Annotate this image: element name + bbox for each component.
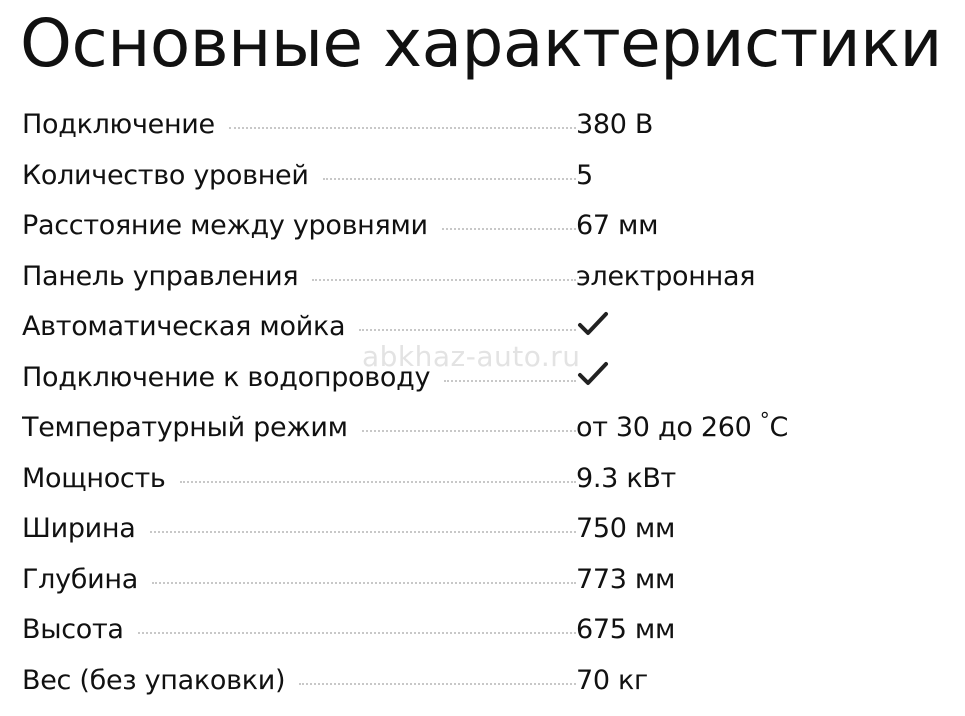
- temperature-range: от 30 до 260: [576, 412, 760, 443]
- spec-row-width: [22, 504, 952, 555]
- spec-row-power: [22, 454, 952, 505]
- dotted-leader: [359, 328, 576, 331]
- spec-row-temperature: [22, 403, 952, 454]
- checkmark-icon: [576, 353, 610, 403]
- spec-label: Высота: [22, 614, 124, 645]
- spec-label: Расстояние между уровнями: [22, 210, 428, 241]
- spec-row-weight: [22, 656, 952, 707]
- spec-value: 5: [576, 159, 593, 191]
- spec-label: Ширина: [22, 513, 136, 544]
- spec-label: Количество уровней: [22, 159, 309, 191]
- spec-value: 70 кг: [576, 664, 648, 696]
- spec-label: Глубина: [22, 563, 138, 595]
- spec-row-levels: [22, 151, 952, 202]
- dotted-leader: [229, 126, 576, 129]
- spec-value: 750 мм: [576, 513, 676, 544]
- temperature-unit: С: [769, 412, 789, 443]
- specs-list: [22, 100, 952, 706]
- spec-label: Вес (без упаковки): [22, 664, 286, 696]
- dotted-leader: [444, 379, 576, 382]
- spec-row-depth: [22, 555, 952, 606]
- spec-value: 675 мм: [576, 614, 676, 645]
- spec-label: Мощность: [22, 462, 166, 494]
- spec-value: 67 мм: [576, 210, 659, 241]
- spec-row-control-panel: [22, 252, 952, 303]
- watermark-text: abkhaz-auto.ru: [362, 340, 581, 373]
- spec-row-level-distance: [22, 201, 952, 252]
- spec-label: Температурный режим: [22, 412, 348, 443]
- spec-value: 9.3 кВт: [576, 462, 676, 494]
- spec-row-height: [22, 605, 952, 656]
- spec-label: Автоматическая мойка: [22, 311, 346, 342]
- dotted-leader: [152, 581, 576, 584]
- spec-row-auto-wash: [22, 302, 952, 353]
- dotted-leader: [312, 278, 576, 281]
- spec-value: электронная: [576, 260, 756, 292]
- spec-label: Панель управления: [22, 260, 299, 292]
- spec-label: Подключение к водопроводу: [22, 361, 431, 393]
- spec-row-connection: [22, 100, 952, 151]
- dotted-leader: [150, 530, 576, 533]
- dotted-leader: [323, 177, 576, 180]
- dotted-leader: [442, 227, 576, 230]
- dotted-leader: [138, 631, 576, 634]
- dotted-leader: [362, 429, 576, 432]
- page-title: Основные характеристики: [20, 5, 942, 82]
- degree-sign: °: [759, 408, 770, 432]
- spec-value: 380 В: [576, 109, 654, 140]
- spec-value: [576, 403, 788, 454]
- dotted-leader: [180, 480, 576, 483]
- spec-row-water-connection: [22, 353, 952, 404]
- spec-label: Подключение: [22, 109, 215, 140]
- checkmark-icon: [576, 302, 610, 352]
- dotted-leader: [299, 682, 576, 685]
- spec-value: 773 мм: [576, 563, 676, 595]
